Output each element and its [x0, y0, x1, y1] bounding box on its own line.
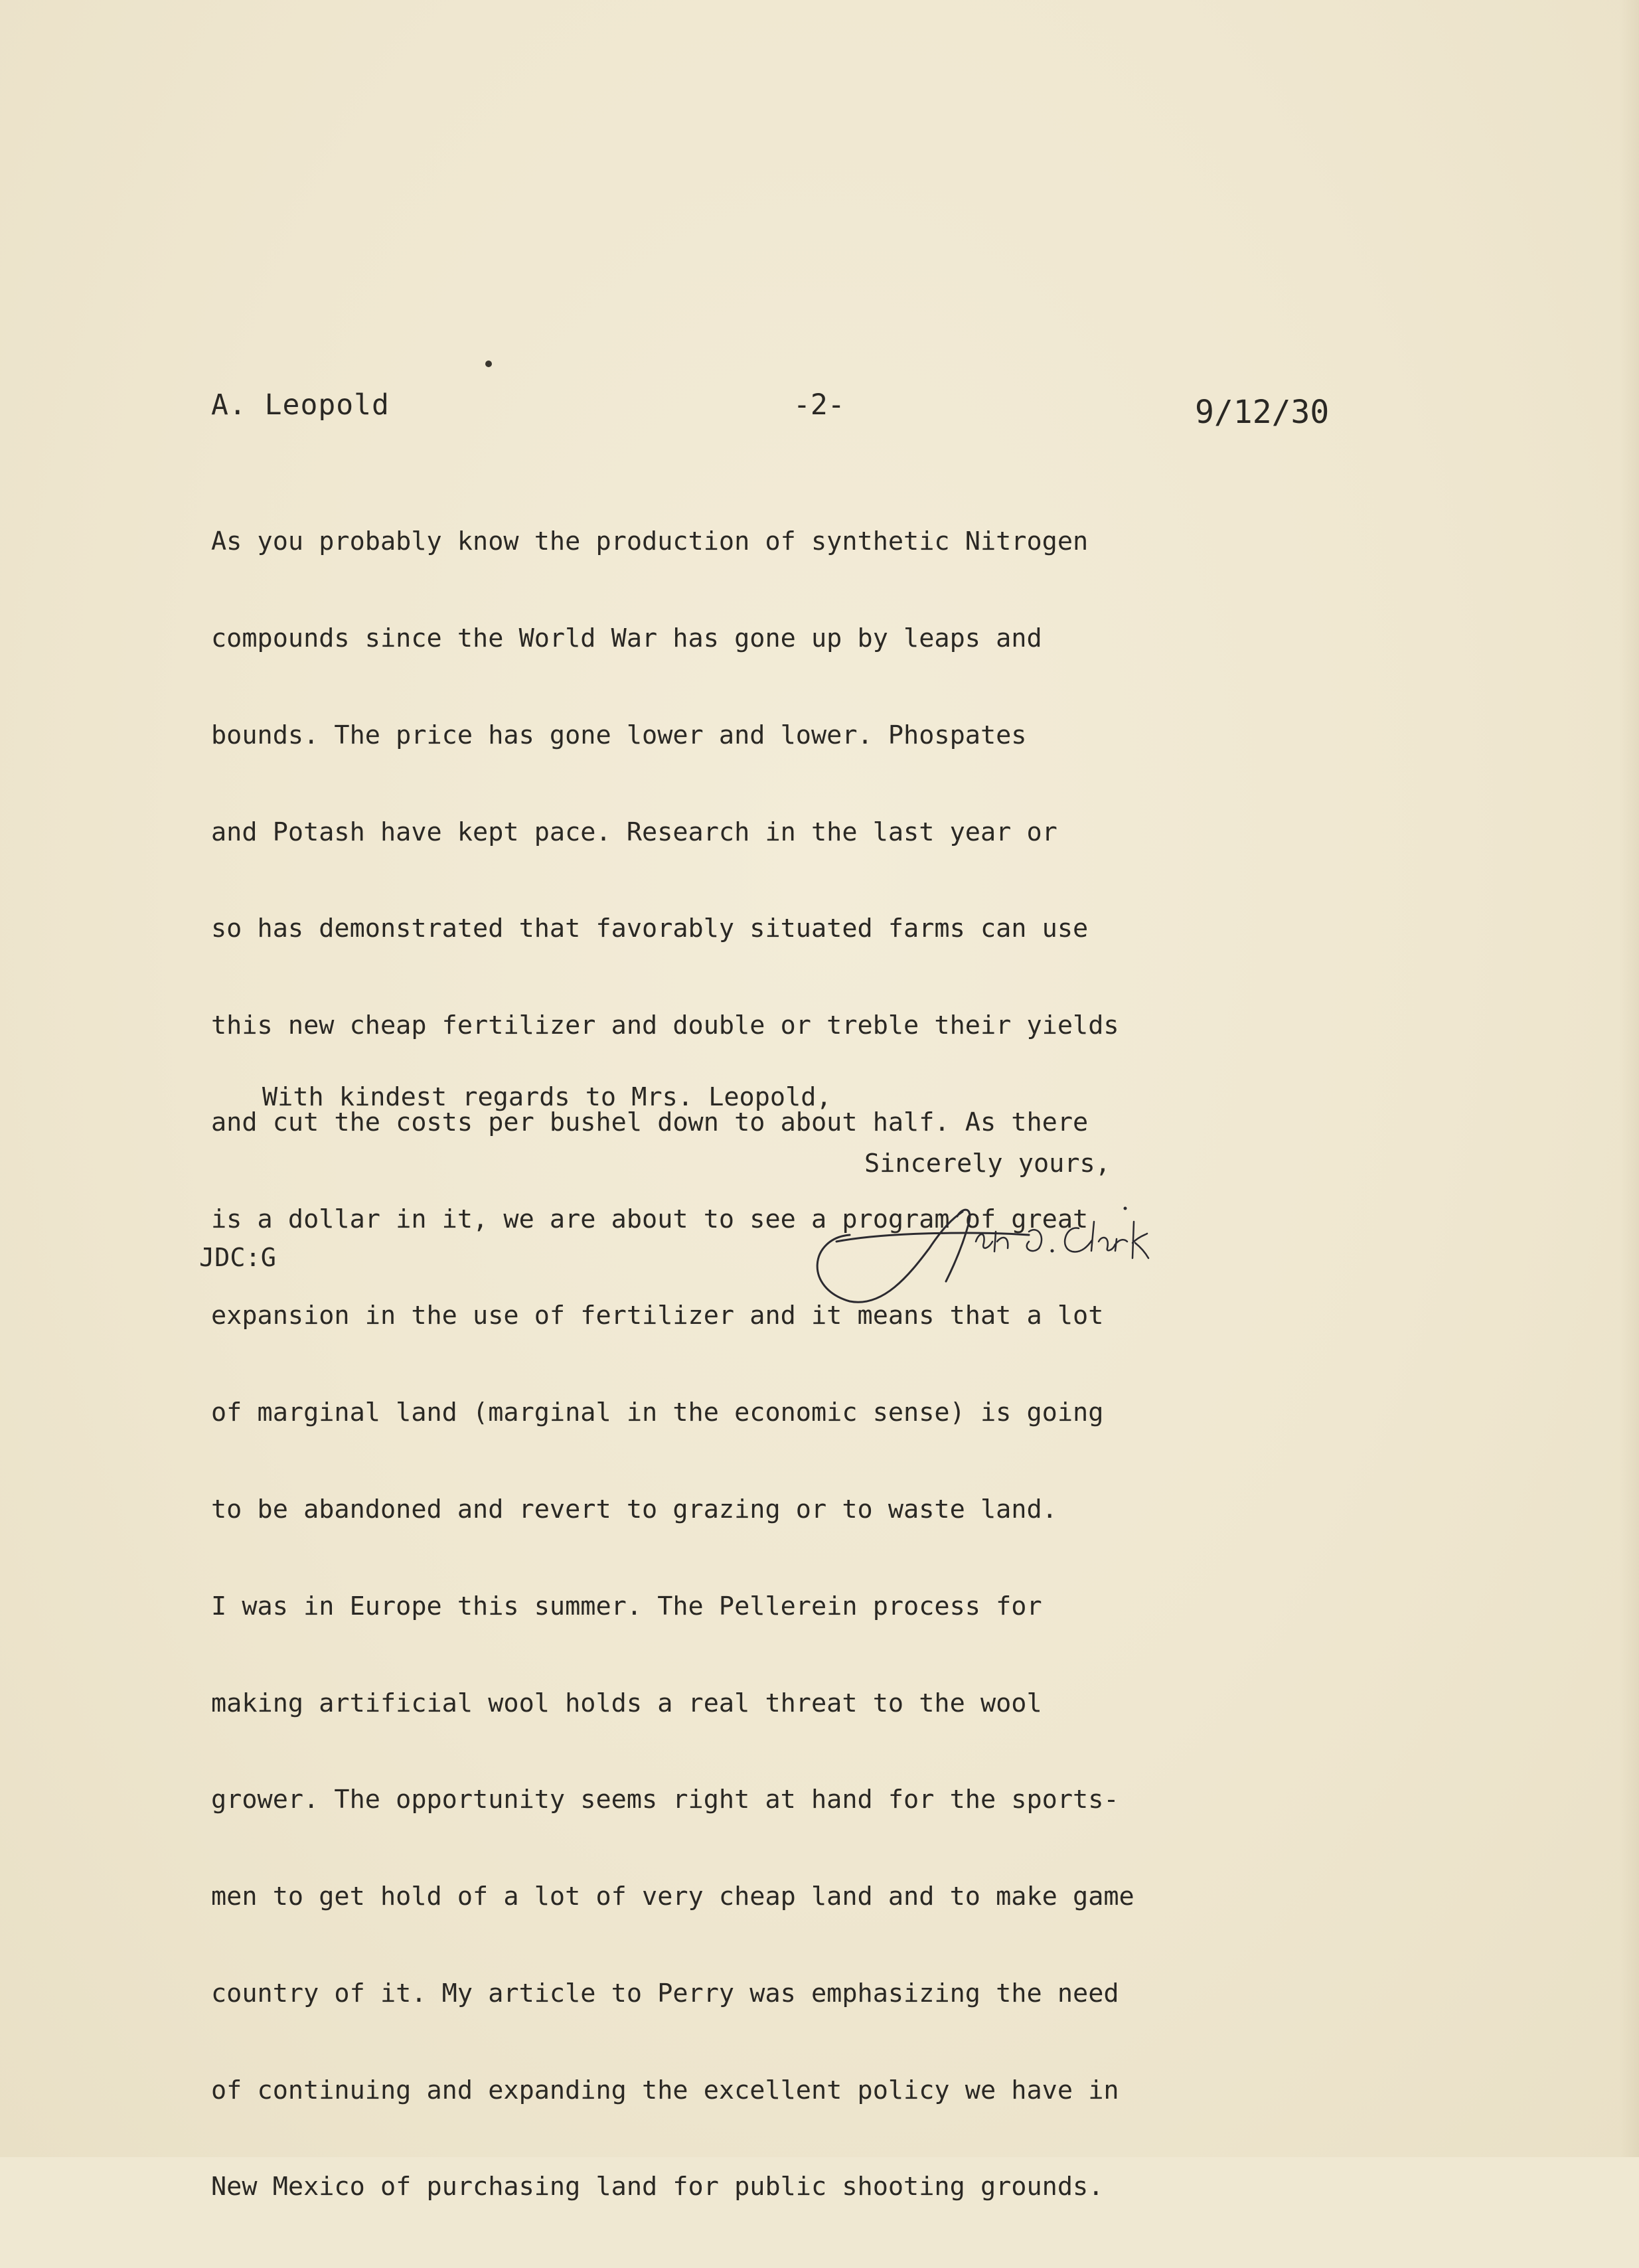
body-line: expansion in the use of fertilizer and it means that a lot: [211, 1301, 1104, 1331]
body-line: and cut the costs per bushel down to about half. As there: [211, 1107, 1089, 1137]
body-line: country of it. My article to Perry was emphasizing the need: [211, 1978, 1119, 2008]
typist-initials: JDC:G: [199, 1243, 276, 1273]
body-line: bounds. The price has gone lower and lower. Phospates: [211, 720, 1027, 750]
body-line: is a dollar in it, we are about to see a program of great: [211, 1204, 1089, 1234]
letter-date: 9/12/30: [1195, 394, 1330, 431]
body-line: New Mexico of purchasing land for public shooting grounds.: [211, 2172, 1104, 2202]
body-line: this new cheap fertilizer and double or treble their yields: [211, 1011, 1119, 1041]
letter-header: [0, 388, 1639, 431]
body-line: and Potash have kept pace. Research in the last year or: [211, 817, 1057, 847]
body-line: making artificial wool holds a real threat to the wool: [211, 1688, 1042, 1718]
body-line: so has demonstrated that favorably situated farms can use: [211, 914, 1089, 944]
body-line: men to get hold of a lot of very cheap land and to make game: [211, 1882, 1134, 1912]
closing-line: With kindest regards to Mrs. Leopold,: [262, 1082, 832, 1112]
addressee: A. Leopold: [211, 388, 390, 422]
body-line: to be abandoned and revert to grazing or to waste land.: [211, 1495, 1057, 1524]
body-line: of marginal land (marginal in the economic sense) is going: [211, 1398, 1104, 1428]
letter-body: [211, 461, 1134, 2268]
body-line: of continuing and expanding the excellent policy we have in: [211, 2075, 1119, 2105]
page-number: -2-: [793, 388, 845, 422]
body-line: I was in Europe this summer. The Pellerein process for: [211, 1591, 1042, 1621]
handwritten-signature: [810, 1195, 1155, 1315]
body-line: compounds since the World War has gone up by leaps and: [211, 623, 1042, 653]
paper-crease: [1620, 0, 1639, 2157]
body-line: As you probably know the production of synthetic Nitrogen: [211, 526, 1089, 557]
body-line: grower. The opportunity seems right at hand for the sports-: [211, 1785, 1119, 1815]
ink-dot: [485, 361, 492, 367]
signoff: Sincerely yours,: [864, 1149, 1111, 1178]
